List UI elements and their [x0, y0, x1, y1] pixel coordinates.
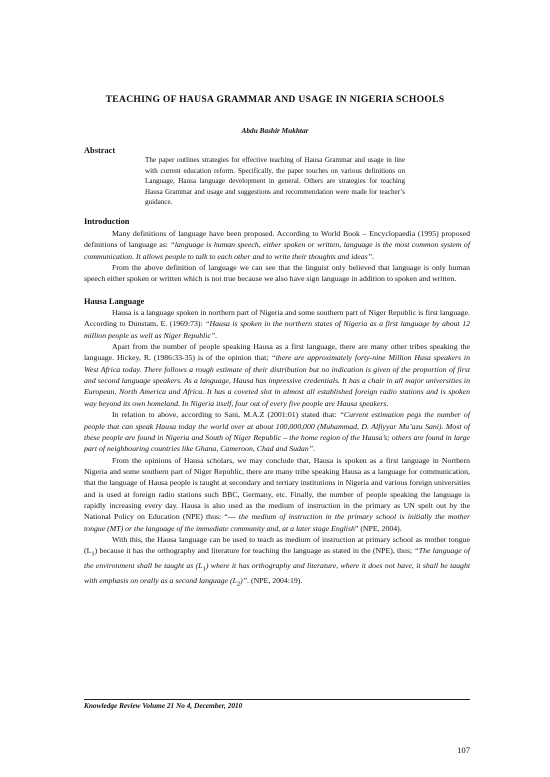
hausa-p3-text: In relation to above, according to Sani, M.A.Z (2001:01) stated that: [112, 410, 340, 420]
body-text [84, 228, 470, 590]
hausa-paragraph-3 [84, 409, 470, 454]
hausa-p1-text: Hausa is a language spoken in northern part of Nigeria and some southern part of Niger Republic is first language. According to Dunstam, E. (1969:73): [84, 308, 470, 329]
hausa-p4-text: From the opinions of Hausa scholars, we may conclude that, Hausa is spoken as a first language in Northern Nigeria and some southern part of Niger Republic, there are many tribe speaking Hausa as a language for communication, that the language of Hausa people is taught at secondary and tertiary institutions in Nigeria and various foreign universities and is used at foreign radio stations such BBC, Germany, etc. Finally, the number of people speaking the language is rapidly increasing every day. Hausa is also used as the medium of instruction in the primary as UN spelt out by the National Policy on Education (NPE) thus: “ [84, 455, 470, 522]
intro-p1-text: Many definitions of language have been proposed. According to World Book – Encyclopaedia (1995) proposed definitions of language as: [84, 229, 470, 250]
page-number: 107 [457, 745, 470, 755]
intro-p1-quote: “language is human speech, either spoken or written, language is the most common system of communication. It allows people to talk to each other and to write their thoughts and ideas”. [84, 240, 470, 261]
hausa-p5-quote-b: ) where it has orthography and literature, where it does not have, it shall be taught with emphasis on orally as a second language (L [84, 561, 471, 586]
hausa-p2-text: Apart from the number of people speaking Hausa as a first language, there are many other tribes speaking the language. Hickey, R. (1986:33-35) is of the opinion that; [84, 342, 470, 363]
hausa-paragraph-5 [84, 534, 470, 590]
hausa-p4-citation: ” (NPE, 2004). [354, 523, 402, 533]
introduction-heading: Introduction [84, 217, 130, 226]
hausa-paragraph-4 [84, 455, 470, 534]
hausa-language-heading: Hausa Language [84, 296, 145, 306]
hausa-p5-text-b: ) because it has the orthography and literature for teaching the language as stated in the (NPE), thus; [94, 546, 415, 556]
footer-divider [84, 699, 470, 700]
author-name: Abdu Bashir Mukhtar [241, 126, 309, 135]
journal-footer: Knowledge Review Volume 21 No 4, December, 2010 [84, 701, 243, 710]
hausa-paragraph-2 [84, 341, 470, 409]
hausa-p5-quote-c: )”. [240, 576, 250, 586]
hausa-p5-citation: (NPE, 2004:19). [249, 576, 303, 586]
subscript-1: 1 [91, 550, 95, 558]
hausa-p5-text-a: With this, the Hausa language can be used to teach as medium of instruction at primary school as mother tongue (L [84, 534, 470, 556]
hausa-p2-quote: “there are approximately forty-nine Million Husa speakers in West Africa today. There follows a rough estimate of their distribution but no indication is given of the proportion of first and second language speakers. As a language, Hausa has impressive credentials. It has a chair in all major universities in European, North America and Africa. It has a coveted slot in almost all established foreign radio stations and is spoken way beyond its own homeland. In Nigeria itself, four out of every five people are Hausa speakers. [84, 353, 470, 408]
hausa-p5-quote-a: “The language of the environment shall be taught as (L [84, 546, 470, 571]
subscript-2: 2 [236, 580, 241, 588]
intro-paragraph-2: From the above definition of language we can see that the linguist only believed that language is only human speech either spoken or written which is not true because we also have sign language in addition to spoken and written. [84, 263, 470, 284]
subscript-1-quote: 1 [202, 565, 206, 573]
paper-title: TEACHING OF HAUSA GRAMMAR AND USAGE IN NIGERIA SCHOOLS [105, 94, 445, 105]
hausa-paragraph-1 [84, 307, 470, 341]
hausa-p3-quote: “Current estimation pegs the number of people that can speak Hausa today the world over at about 100,000,000 (Muhammad, D. Alfiyyar Mu’azu Sani). Most of these people are found in Nigeria and South of Niger Republic – the home region of the Hausa’s; others are found in large part of neighbouring countries like Ghana, Cameroon, Chad and Sudan”. [84, 410, 470, 454]
hausa-p1-quote: “Hausa is spoken in the northern states of Nigeria as a first language by about 12 million people as well as Niger Republic”. [84, 319, 471, 340]
abstract-text: The paper outlines strategies for effective teaching of Hausa Grammar and usage in line with current education reform. Specifically, the paper touches on various definitions on Language, Hausa language development in general. Others are strategies for teaching Hausa Grammar and usage and suggestions and recommendation were made for teacher’s guidance. [145, 156, 405, 207]
abstract-heading: Abstract [84, 146, 116, 155]
hausa-p4-quote: --- the medium of instruction in the primary school is initially the mother tongue (MT) or the language of the immediate community and, at a later stage English [84, 512, 470, 533]
intro-paragraph-1 [84, 228, 470, 262]
